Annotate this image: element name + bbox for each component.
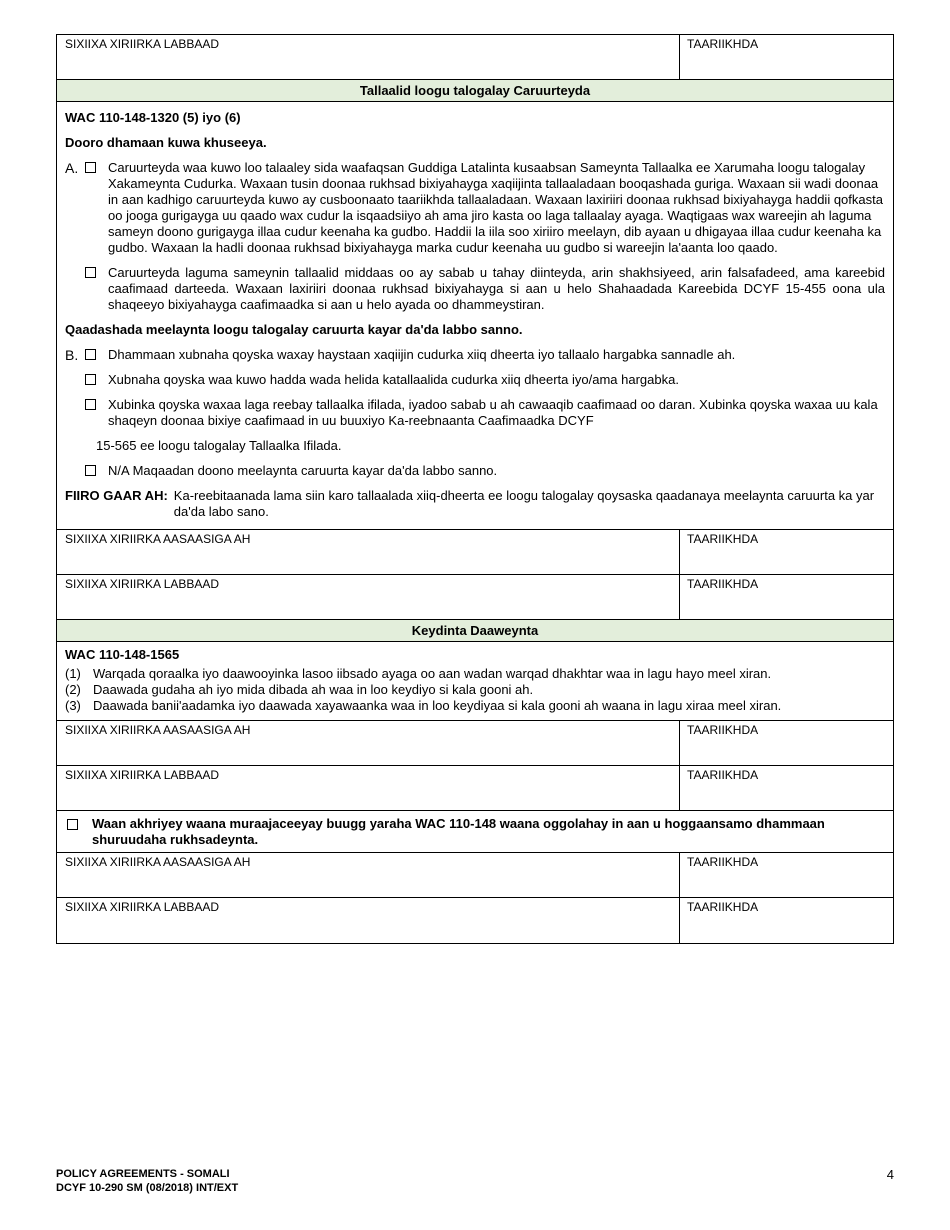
option-a2-text: Caruurteyda laguma sameynin tallaalid middaas oo ay sabab u tahay diinteyda, arin shakhsiyeed, arin falsafadeed, ama kareebid caafimaad darteeda. Waxaan laxiriiri doonaa rukhsad bixiyahayga si aan u helo Shahaadada Kareebida DCYF 15-455 oona ula shaqeeyo bixiyahayga caafimaadka si aan u helo ayada oo dhammeystiran.	[108, 265, 885, 312]
list-item-number: (1)	[65, 666, 81, 681]
list-item-number: (2)	[65, 682, 81, 697]
option-b-letter: B.	[65, 347, 79, 363]
acknowledgement-text: Waan akhriyey waana muraajaceeyay buugg yaraha WAC 110-148 waana oggolahay in aan u hoggaansamo dhammaan shuruudaha rukhsadeynta.	[92, 816, 825, 847]
option-b4	[65, 463, 885, 479]
list-item	[65, 666, 885, 682]
medication-wac-reference: WAC 110-148-1565	[65, 647, 180, 662]
acknowledgement	[57, 811, 893, 853]
option-b1-checkbox[interactable]	[85, 349, 96, 360]
list-item	[65, 698, 885, 714]
option-a1-checkbox[interactable]	[85, 162, 96, 173]
option-b1	[65, 347, 885, 363]
list-item-text: Daawada gudaha ah iyo mida dibada ah waa in loo keydiyo si kala gooni ah.	[93, 682, 534, 697]
option-b4-text: N/A Maqaadan doono meelaynta caruurta kayar da'da labbo sanno.	[108, 463, 498, 478]
section1-primary-signature-row	[57, 530, 893, 575]
page-number: 4	[886, 1167, 894, 1182]
list-item-number: (3)	[65, 698, 81, 713]
second-signature-label: SIXIIXA XIRIIRKA LABBAAD	[65, 37, 220, 51]
date-field[interactable]	[680, 35, 893, 79]
option-a1-text: Caruurteyda waa kuwo loo talaaley sida waafaqsan Guddiga Latalinta kusaabsan Sameynta Tallaalka ee Xarumaha loogu talogalay Xakameynta Cudurka. Waxaan tusin doonaa rukhsad bixiyahayga xaqiijinta tallaaladaan booqashada guriga. Waxaan sii wadi doonaa in aan kadhigo caruurteyda kuwo ay cusboonaato taariikhda tallaaladaan. Waxaan laxiriiri doonaa rukhsad bixiyahayga haddii qofkasta oo jooga gurigayga uu qaado wax cudur la isqaadsiiyo ah ama jiro kasta oo laga tallaalay ayaga. Waqtigaas wax wareejin ah laguma sameyn doono gurigayga illaa cudur keenaha ka gudbo. Haddii la iila soo xiriiro meelayn, dib ayaan u dhigayaa illaa cudur keenaha ka gudbo. Waxaan la hadli doonaa rukhsad bixiyahayga marka cudur keenaha uu gudbo si wareejin la'aanta loo qaado.	[108, 160, 883, 255]
medication-list	[65, 666, 885, 714]
immunization-section	[57, 102, 893, 530]
second-signature-field[interactable]	[57, 766, 680, 810]
wac-reference: WAC 110-148-1320 (5) iyo (6)	[65, 110, 241, 125]
date-field[interactable]	[680, 721, 893, 765]
date-field[interactable]	[680, 898, 893, 943]
primary-signature-field[interactable]	[57, 853, 680, 897]
second-signature-field[interactable]	[57, 575, 680, 619]
date-label: TAARIIKHDA	[687, 37, 759, 51]
primary-signature-label: SIXIIXA XIRIIRKA AASAASIGA AH	[65, 855, 251, 869]
option-b3	[65, 397, 885, 429]
second-signature-field[interactable]	[57, 898, 680, 943]
primary-signature-field[interactable]	[57, 721, 680, 765]
date-label: TAARIIKHDA	[687, 723, 759, 737]
section2-secondary-signature-row	[57, 766, 893, 811]
primary-signature-label: SIXIIXA XIRIIRKA AASAASIGA AH	[65, 532, 251, 546]
footer-title: POLICY AGREEMENTS - SOMALI	[56, 1168, 230, 1180]
option-b3-continuation: 15-565 ee loogu talogalay Tallaalka Ifilada.	[96, 438, 342, 453]
top-signature-row	[57, 35, 893, 80]
date-label: TAARIIKHDA	[687, 768, 759, 782]
option-b1-text: Dhammaan xubnaha qoyska waxay haystaan xaqiijin cudurka xiiq dheerta iyo tallaalo hargabka sannadle ah.	[108, 347, 736, 362]
second-signature-label: SIXIIXA XIRIIRKA LABBAAD	[65, 768, 220, 782]
option-a2-checkbox[interactable]	[85, 267, 96, 278]
date-field[interactable]	[680, 575, 893, 619]
date-label: TAARIIKHDA	[687, 532, 759, 546]
option-a1	[65, 160, 885, 256]
note-text: Ka-reebitaanada lama siin karo tallaalada xiiq-dheerta ee loogu talogalay qoysaska qaadanaya meelaynta caruurta ka yar da'da labo sano.	[173, 488, 875, 519]
option-b2-checkbox[interactable]	[85, 374, 96, 385]
second-signature-label: SIXIIXA XIRIIRKA LABBAAD	[65, 577, 220, 591]
option-a-letter: A.	[65, 160, 79, 176]
date-field[interactable]	[680, 766, 893, 810]
medication-section	[57, 642, 893, 721]
section1-secondary-signature-row	[57, 575, 893, 620]
placement-heading: Qaadashada meelaynta loogu talogalay caruurta kayar da'da labbo sanno.	[65, 322, 523, 337]
form-footer	[56, 1167, 238, 1195]
date-field[interactable]	[680, 853, 893, 897]
option-b3-checkbox[interactable]	[85, 399, 96, 410]
ack-secondary-signature-row	[57, 898, 893, 943]
ack-primary-signature-row	[57, 853, 893, 898]
immunization-section-title: Tallaalid loogu talogalay Caruurteyda	[57, 80, 893, 102]
medication-section-title: Keydinta Daaweynta	[57, 620, 893, 642]
date-label: TAARIIKHDA	[687, 855, 759, 869]
list-item-text: Daawada banii'aadamka iyo daawada xayawaanka waa in loo keydiyaa si kala gooni ah waana in lagu xiraa meel xiran.	[93, 698, 782, 713]
second-signature-label: SIXIIXA XIRIIRKA LABBAAD	[65, 900, 220, 914]
option-b4-checkbox[interactable]	[85, 465, 96, 476]
policy-form	[56, 34, 894, 944]
date-field[interactable]	[680, 530, 893, 574]
option-a2	[65, 265, 885, 313]
list-item	[65, 682, 885, 698]
footer-form-id: DCYF 10-290 SM (08/2018) INT/EXT	[56, 1182, 239, 1194]
list-item-text: Warqada qoraalka iyo daawooyinka lasoo iibsado ayaga oo aan wadan warqad dhakhtar waa in lagu hayo meel xiran.	[93, 666, 772, 681]
second-signature-field[interactable]	[57, 35, 680, 79]
special-note	[65, 488, 885, 520]
primary-signature-label: SIXIIXA XIRIIRKA AASAASIGA AH	[65, 723, 251, 737]
section2-primary-signature-row	[57, 721, 893, 766]
option-b3-text: Xubinka qoyska waxaa laga reebay tallaalka ifilada, iyadoo sabab u ah cawaaqib caafimaad oo daran. Xubinka qoyska waxaa uu kala shaqeyn doonaa bixiye caafimaad in uu buuxiyo Ka-reebnaanta Caafimaadka DCYF	[108, 397, 878, 428]
date-label: TAARIIKHDA	[687, 577, 759, 591]
date-label: TAARIIKHDA	[687, 900, 759, 914]
option-b2-text: Xubnaha qoyska waa kuwo hadda wada helida katallaalida cudurka xiiq dheerta iyo/ama hargabka.	[108, 372, 679, 387]
option-b2	[65, 372, 885, 388]
instruction: Dooro dhamaan kuwa khuseeya.	[65, 135, 267, 150]
note-label: FIIRO GAAR AH:	[65, 488, 168, 503]
acknowledgement-checkbox[interactable]	[67, 819, 78, 830]
primary-signature-field[interactable]	[57, 530, 680, 574]
